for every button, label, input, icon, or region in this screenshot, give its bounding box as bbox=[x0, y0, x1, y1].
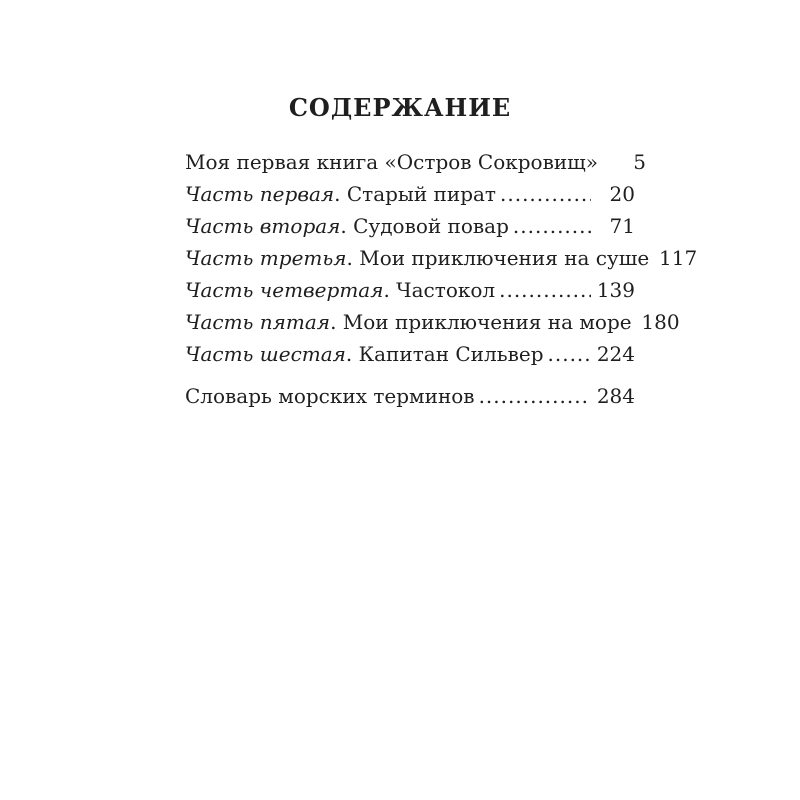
toc-entry-part-name: Часть вторая bbox=[185, 214, 341, 238]
toc-entry bbox=[185, 274, 635, 306]
toc-entry-title: . Старый пират bbox=[334, 182, 496, 206]
toc-entry-part-name: Часть третья bbox=[185, 246, 347, 270]
toc-entry-page-number: 139 bbox=[596, 278, 635, 302]
toc-entry-part-name: Часть первая bbox=[185, 182, 335, 206]
toc-entry-title: Моя первая книга «Остров Сокровищ» bbox=[185, 150, 599, 174]
toc-entry bbox=[185, 242, 698, 274]
toc-entry-part-name: Часть шестая bbox=[185, 342, 346, 366]
toc-entry-page-number: 20 bbox=[609, 182, 635, 206]
toc-entry-label bbox=[185, 178, 496, 210]
leader-dots bbox=[475, 380, 591, 412]
leader-dots bbox=[496, 178, 591, 210]
toc-entry-page-number: 284 bbox=[596, 384, 635, 408]
toc-entry-label bbox=[185, 380, 475, 412]
toc-entry-title: . Мои приключения на море bbox=[330, 310, 632, 334]
toc-entry-part-name: Часть пятая bbox=[185, 310, 331, 334]
toc-entry-label bbox=[185, 242, 649, 274]
toc-entry-label bbox=[185, 338, 544, 370]
toc-entry bbox=[185, 338, 635, 370]
leader-dots bbox=[544, 338, 592, 370]
toc-entry-label bbox=[185, 146, 598, 178]
toc-entry-page-number: 180 bbox=[641, 310, 680, 334]
toc-entry bbox=[185, 306, 680, 338]
toc-entry-page-number: 224 bbox=[596, 342, 635, 366]
toc-entry-title: . Капитан Сильвер bbox=[345, 342, 544, 366]
toc-entry-page-number: 71 bbox=[609, 214, 635, 238]
toc-entry-title: Словарь морских терминов bbox=[185, 384, 475, 408]
toc-entry-label bbox=[185, 210, 509, 242]
page-title: СОДЕРЖАНИЕ bbox=[288, 93, 512, 122]
toc-entry bbox=[185, 146, 647, 178]
toc-entry-title: . Судовой повар bbox=[340, 214, 509, 238]
leader-dots bbox=[598, 146, 602, 178]
toc-entry-part-name: Часть четвертая bbox=[185, 278, 384, 302]
toc-entry bbox=[185, 210, 635, 242]
toc-entry-title: . Частокол bbox=[383, 278, 496, 302]
toc-entry-label bbox=[185, 274, 495, 306]
toc-entry-title: . Мои приключения на суше bbox=[346, 246, 650, 270]
toc-entry-page-number: 5 bbox=[633, 150, 647, 174]
toc-entry bbox=[185, 380, 635, 412]
toc-entry-page-number: 117 bbox=[659, 246, 698, 270]
toc-entry-label bbox=[185, 306, 632, 338]
table-of-contents bbox=[185, 146, 698, 412]
leader-dots bbox=[509, 210, 591, 242]
leader-dots bbox=[632, 306, 636, 338]
leader-dots bbox=[495, 274, 591, 306]
leader-dots bbox=[649, 242, 653, 274]
toc-entry bbox=[185, 178, 635, 210]
